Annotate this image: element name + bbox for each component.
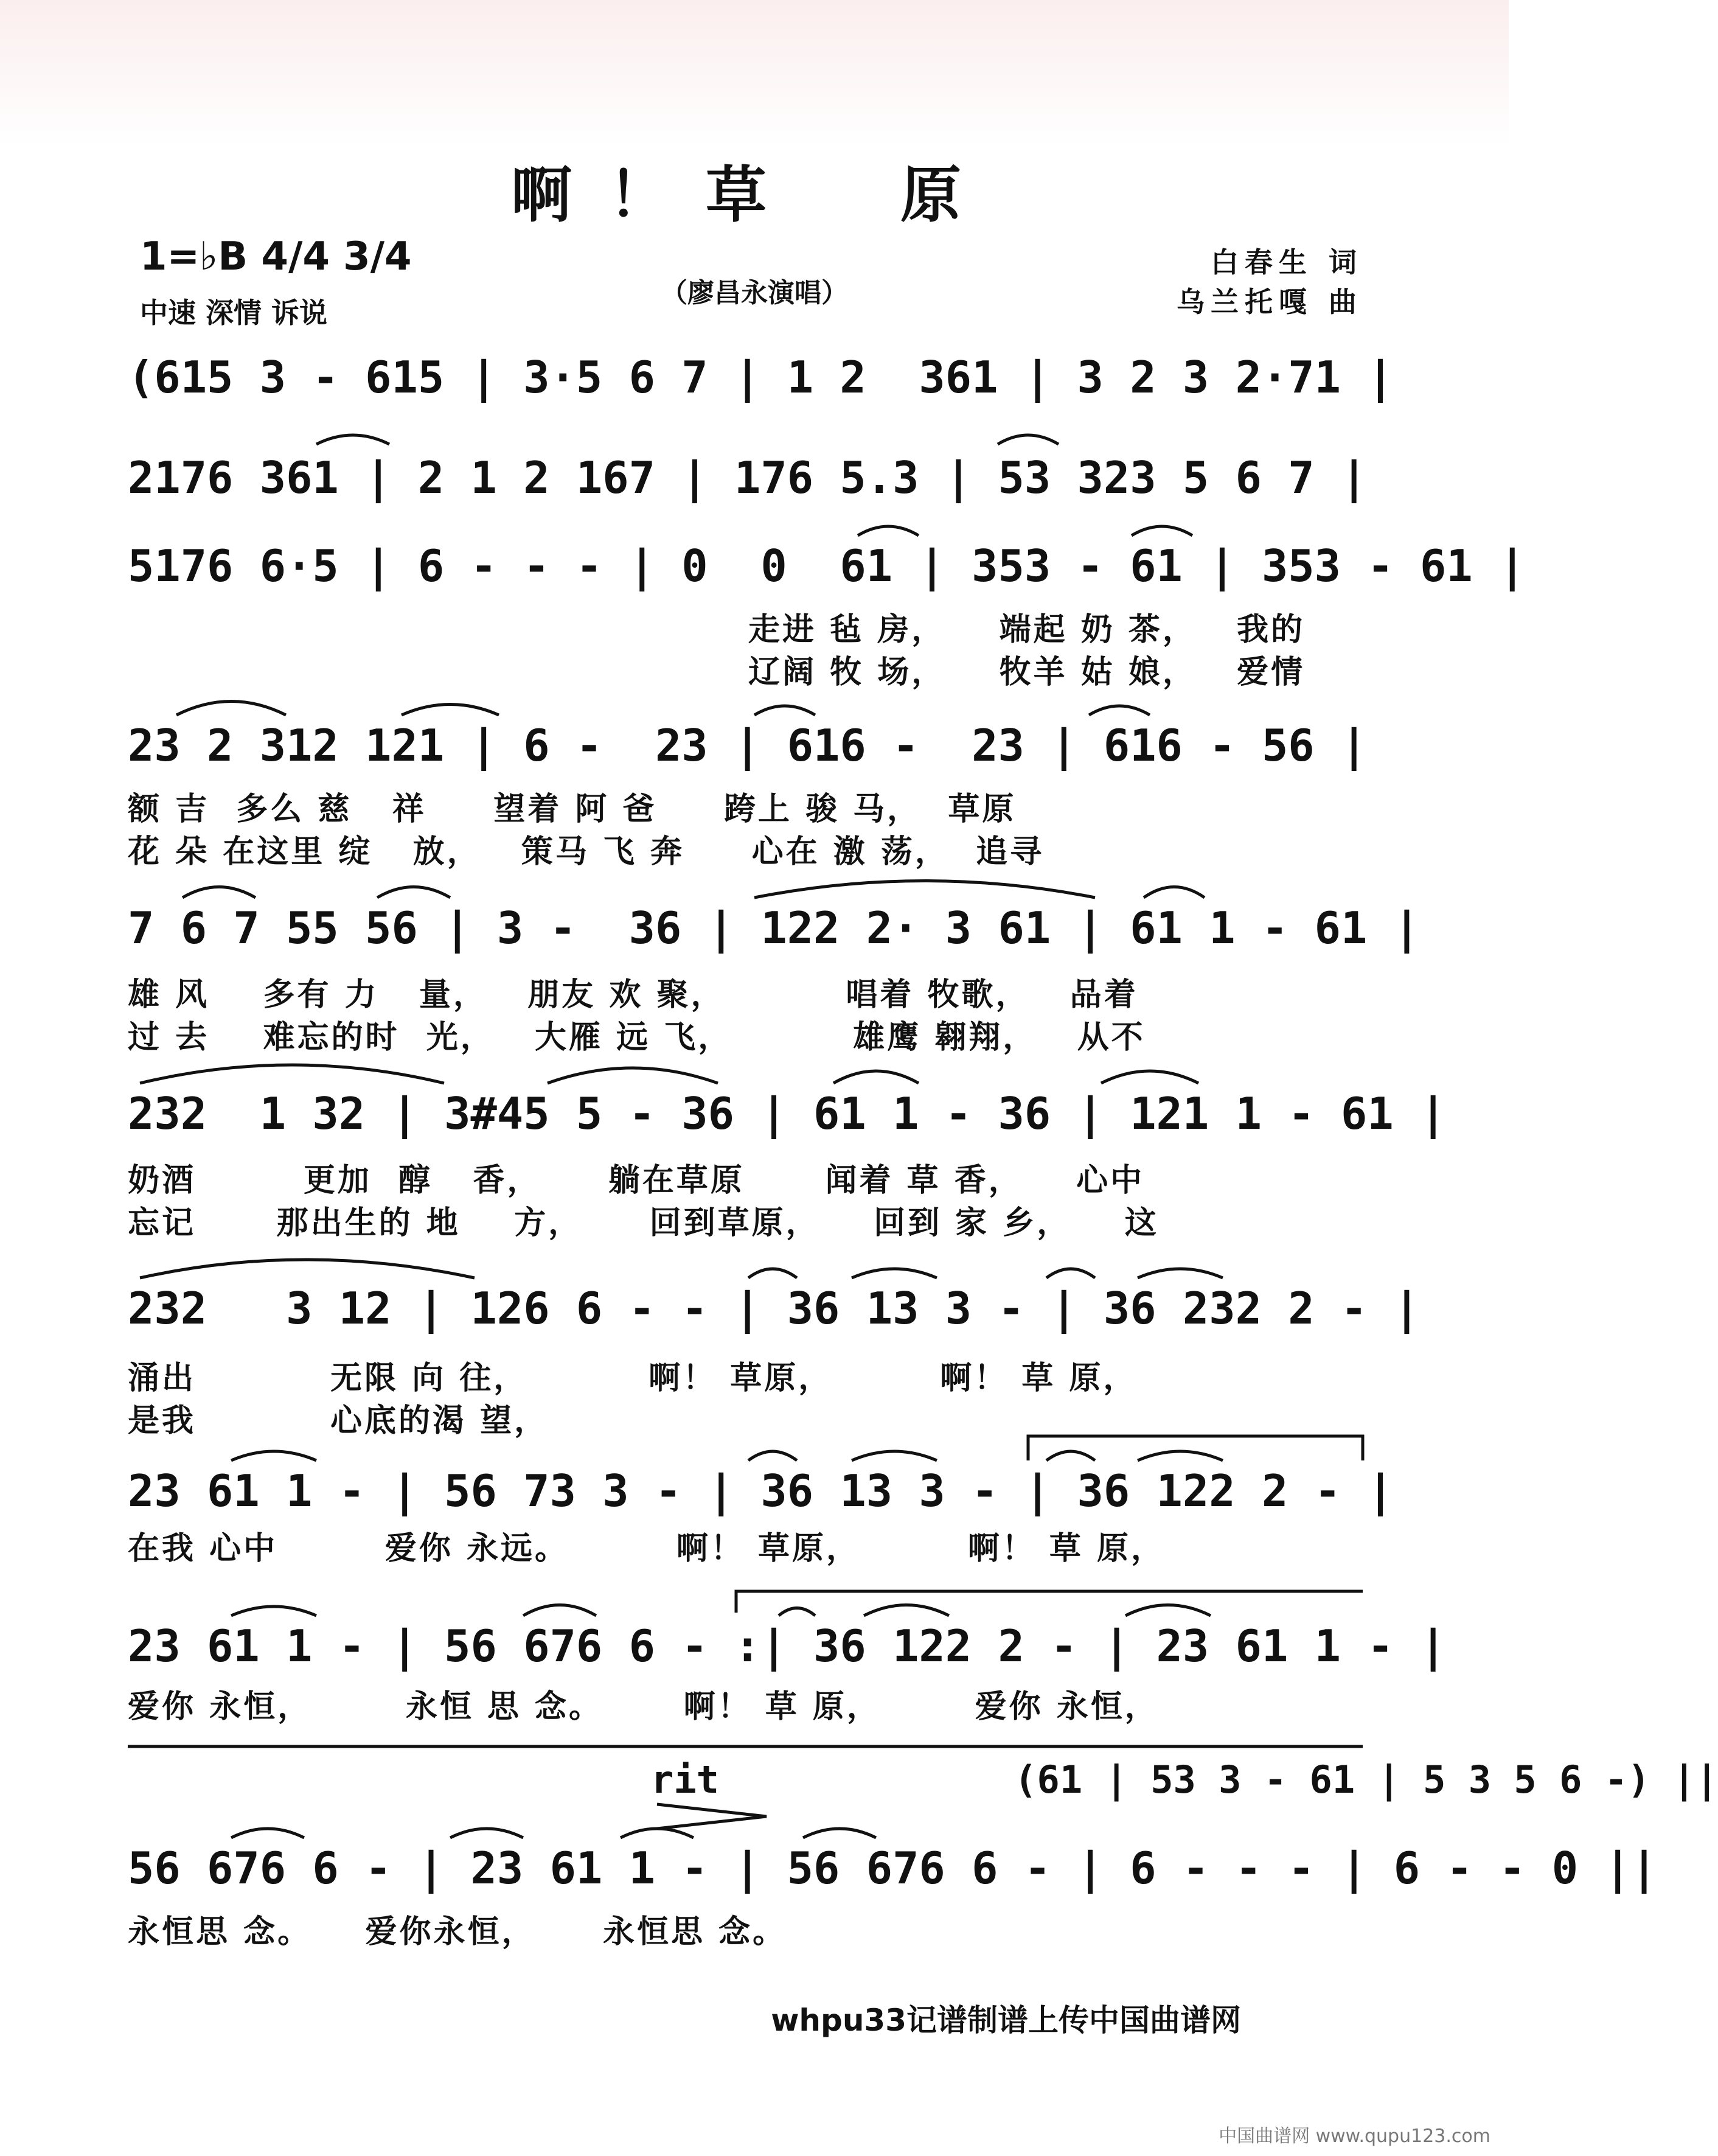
hairpin bbox=[657, 1804, 767, 1829]
score-row-11: 56 676 6 - | 23 61 1 - | 56 676 6 - | 6 - - - | 6 - - 0 || bbox=[128, 1843, 1658, 1894]
slur bbox=[998, 435, 1059, 444]
slur bbox=[748, 1451, 797, 1460]
composer-credit: 乌兰托嘎 曲 bbox=[1176, 285, 1363, 318]
slur bbox=[1144, 887, 1205, 898]
slur bbox=[377, 887, 450, 898]
slur bbox=[1101, 1071, 1198, 1083]
slur bbox=[1046, 1451, 1095, 1460]
slur bbox=[1089, 706, 1150, 715]
slur bbox=[1138, 1451, 1223, 1460]
slur bbox=[864, 1605, 949, 1616]
score-row-7: 232 3 12 | 126 6 - - | 36 13 3 - | 36 232 2 - | bbox=[128, 1283, 1421, 1334]
slur bbox=[748, 1269, 797, 1278]
score-row-1: (615 3 - 615 | 3·5 6 7 | 1 2 361 | 3 2 3 2·71 | bbox=[128, 352, 1394, 403]
score-row-5: 7 6 7 55 56 | 3 - 36 | 122 2· 3 61 | 61 1 - 61 | bbox=[128, 902, 1421, 954]
slur bbox=[231, 1451, 316, 1460]
lyric-row-3-verse-1: 走进 毡 房， 端起 奶 茶， 我的 bbox=[748, 612, 1306, 648]
score-row-10-interlude: rit (61 | 53 3 - 61 | 5 3 5 6 -) || bbox=[651, 1757, 1718, 1802]
lyric-row-7-verse-2: 是我 心底的渴 望， bbox=[128, 1403, 549, 1439]
slur bbox=[852, 1451, 937, 1460]
slur bbox=[621, 1829, 694, 1838]
slur bbox=[140, 1065, 444, 1083]
lyric-row-6-verse-2: 忘记 那出生的 地 方， 回到草原， 回到 家 乡， 这 bbox=[128, 1205, 1159, 1241]
score-row-3: 5176 6·5 | 6 - - - | 0 0 61 | 353 - 61 | 353 - 61 | bbox=[128, 540, 1526, 591]
slur bbox=[316, 435, 389, 444]
slur bbox=[523, 1605, 596, 1616]
slur bbox=[852, 1269, 937, 1278]
slur bbox=[231, 1829, 304, 1838]
singer-credit: （廖昌永演唱） bbox=[661, 277, 848, 309]
slur bbox=[402, 705, 499, 716]
score-row-9: 23 61 1 - | 56 676 6 - :| 36 122 2 - | 23 61 1 - | bbox=[128, 1620, 1447, 1672]
lyric-row-6-verse-1: 奶酒 更加 醇 香， 躺在草原 闻着 草 香， 心中 bbox=[128, 1162, 1145, 1199]
score-row-2: 2176 361 | 2 1 2 167 | 176 5.3 | 53 323 5 6 7 | bbox=[128, 452, 1368, 503]
score-row-4: 23 2 312 121 | 6 - 23 | 616 - 23 | 616 - 56 | bbox=[128, 720, 1368, 771]
slur bbox=[833, 1071, 919, 1083]
lyric-row-5-verse-1: 雄 风 多有 力 量， 朋友 欢 聚， 唱着 牧歌， 品着 bbox=[128, 977, 1138, 1013]
lyric-row-9: 爱你 永恒， 永恒 思 念。 啊！ 草 原， 爱你 永恒， bbox=[128, 1689, 1159, 1725]
site-watermark: 中国曲谱网 www.qupu123.com bbox=[1219, 2126, 1490, 2147]
lyric-row-8: 在我 心中 爱你 永远。 啊！ 草原， 啊！ 草 原， bbox=[128, 1530, 1166, 1567]
slur bbox=[183, 887, 256, 898]
slur bbox=[1132, 526, 1192, 536]
lyric-row-5-verse-2: 过 去 难忘的时 光， 大雁 远 飞， 雄鹰 翱翔， 从不 bbox=[128, 1019, 1146, 1056]
slur bbox=[779, 1608, 815, 1616]
key-signature: 1=♭B 4/4 3/4 bbox=[140, 234, 412, 279]
lyric-row-4-verse-2: 花 朵 在这里 绽 放， 策马 飞 奔 心在 激 荡， 追寻 bbox=[128, 834, 1045, 870]
slur bbox=[1125, 1605, 1211, 1616]
lyric-row-4-verse-1: 额 吉 多么 慈 祥 望着 阿 爸 跨上 骏 马， 草原 bbox=[128, 791, 1017, 828]
slur bbox=[231, 1607, 316, 1616]
slur bbox=[858, 526, 919, 536]
volta-2-bracket bbox=[736, 1591, 1363, 1613]
slur bbox=[1046, 1269, 1095, 1278]
score-row-6: 232 1 32 | 3#45 5 - 36 | 61 1 - 36 | 121 1 - 61 | bbox=[128, 1088, 1447, 1139]
header-tint bbox=[0, 0, 1509, 146]
slur bbox=[176, 702, 286, 716]
slur bbox=[140, 1260, 475, 1278]
upload-credit: whpu33记谱制谱上传中国曲谱网 bbox=[771, 2003, 1241, 2038]
lyric-row-7-verse-1: 涌出 无限 向 往， 啊！ 草原， 啊！ 草 原， bbox=[128, 1360, 1138, 1397]
slur bbox=[754, 881, 1095, 898]
score-row-8: 23 61 1 - | 56 73 3 - | 36 13 3 - | 36 122 2 - | bbox=[128, 1465, 1394, 1516]
lyric-row-11: 永恒思 念。 爱你永恒， 永恒思 念。 bbox=[128, 1914, 787, 1950]
slur bbox=[754, 706, 815, 715]
lyric-row-3-verse-2: 辽阔 牧 场， 牧羊 姑 娘， 爱情 bbox=[748, 654, 1306, 691]
tempo-marking: 中速 深情 诉说 bbox=[140, 296, 328, 329]
slur bbox=[450, 1829, 523, 1838]
lyricist-credit: 白春生 词 bbox=[1210, 246, 1363, 279]
slur bbox=[803, 1829, 876, 1838]
song-title: 啊！草 原 bbox=[511, 159, 998, 231]
slur bbox=[1138, 1269, 1223, 1278]
slur bbox=[548, 1068, 718, 1083]
